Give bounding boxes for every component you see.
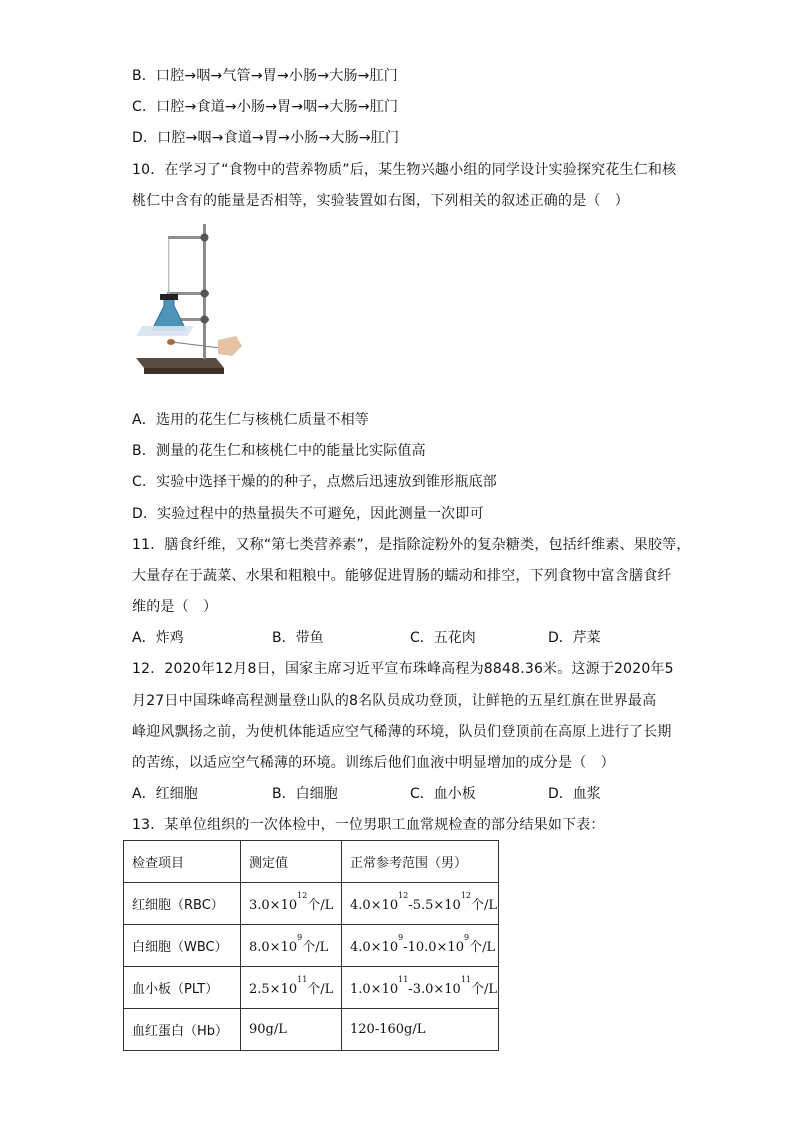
row-range: $1.0\times 10^{11}-3.0\times 10^{11}$个/L	[342, 967, 499, 1009]
q12-option-a: A．红细胞	[132, 786, 198, 802]
header-value: 测定值	[241, 841, 342, 883]
q12-stem-line3: 峰迎风飘扬之前，为使机体能适应空气稀薄的环境，队员们登顶前在高原上进行了长期	[132, 724, 672, 740]
q11-stem-line2: 大量存在于蔬菜、水果和粗粮中。能够促进胃肠的蠕动和排空，下列食物中富含膳食纤	[132, 568, 672, 584]
q11-option-c: C．五花肉	[410, 630, 476, 646]
row-item: 血红蛋白（Hb）	[124, 1009, 241, 1051]
row-item: 红细胞（RBC）	[124, 883, 241, 925]
q11-stem-line1: 11．膳食纤维，又称“第七类营养素”，是指除淀粉外的复杂糖类，包括纤维素、果胶等，	[132, 537, 691, 553]
row-value: $2.5\times 10^{11}$个/L	[241, 967, 342, 1009]
table-row	[124, 925, 499, 967]
blood-test-table	[123, 840, 499, 1051]
q12-option-b: B．白细胞	[272, 786, 338, 802]
row-value: $8.0\times 10^9$个/L	[241, 925, 342, 967]
table-row	[124, 967, 499, 1009]
q10-option-c: C．实验中选择干燥的的种子，点燃后迅速放到锥形瓶底部	[132, 474, 497, 490]
q11-option-b: B．带鱼	[272, 630, 324, 646]
q10-option-b: B．测量的花生仁和核桃仁中的能量比实际值高	[132, 443, 426, 459]
table-row	[124, 883, 499, 925]
table-header-row	[124, 841, 499, 883]
calorimeter-apparatus-figure	[132, 222, 244, 380]
row-item: 血小板（PLT）	[124, 967, 241, 1009]
q12-stem-line4: 的苦练，以适应空气稀薄的环境。训练后他们血液中明显增加的成分是（ ）	[132, 755, 615, 771]
q9-option-b: B．口腔→咽→气管→胃→小肠→大肠→肛门	[132, 68, 398, 84]
row-range: 120-160g/L	[342, 1009, 499, 1051]
row-range: $4.0\times 10^9-10.0\times 10^9$个/L	[342, 925, 499, 967]
row-range: $4.0\times 10^{12}-5.5\times 10^{12}$个/L	[342, 883, 499, 925]
row-value: $3.0\times 10^{12}$个/L	[241, 883, 342, 925]
q11-stem-line3: 维的是（ ）	[132, 599, 218, 615]
row-item: 白细胞（WBC）	[124, 925, 241, 967]
table-row	[124, 1009, 499, 1051]
q10-option-d: D．实验过程中的热量损失不可避免，因此测量一次即可	[132, 506, 484, 522]
q10-stem-line1: 10．在学习了“食物中的营养物质”后，某生物兴趣小组的同学设计实验探究花生仁和核	[132, 162, 677, 178]
q12-option-d: D．血浆	[548, 786, 601, 802]
q9-option-d: D．口腔→咽→食道→胃→小肠→大肠→肛门	[132, 130, 400, 146]
q11-option-d: D．芹菜	[548, 630, 601, 646]
q10-option-a: A．选用的花生仁与核桃仁质量不相等	[132, 412, 369, 428]
header-item: 检查项目	[124, 841, 241, 883]
q12-stem-line2: 月27日中国珠峰高程测量登山队的8名队员成功登顶，让鲜艳的五星红旗在世界最高	[132, 693, 657, 709]
q13-stem: 13．某单位组织的一次体检中，一位男职工血常规检查的部分结果如下表：	[132, 817, 605, 833]
q9-option-c: C．口腔→食道→小肠→胃→咽→大肠→肛门	[132, 99, 399, 115]
q12-stem-line1: 12．2020年12月8日，国家主席习近平宣布珠峰高程为8848.36米。这源于2020年5	[132, 661, 674, 677]
row-value: 90g/L	[241, 1009, 342, 1051]
q10-stem-line2: 桃仁中含有的能量是否相等，实验装置如右图，下列相关的叙述正确的是（ ）	[132, 193, 629, 209]
q12-option-c: C．血小板	[410, 786, 476, 802]
q11-option-a: A．炸鸡	[132, 630, 184, 646]
header-range: 正常参考范围（男）	[342, 841, 499, 883]
